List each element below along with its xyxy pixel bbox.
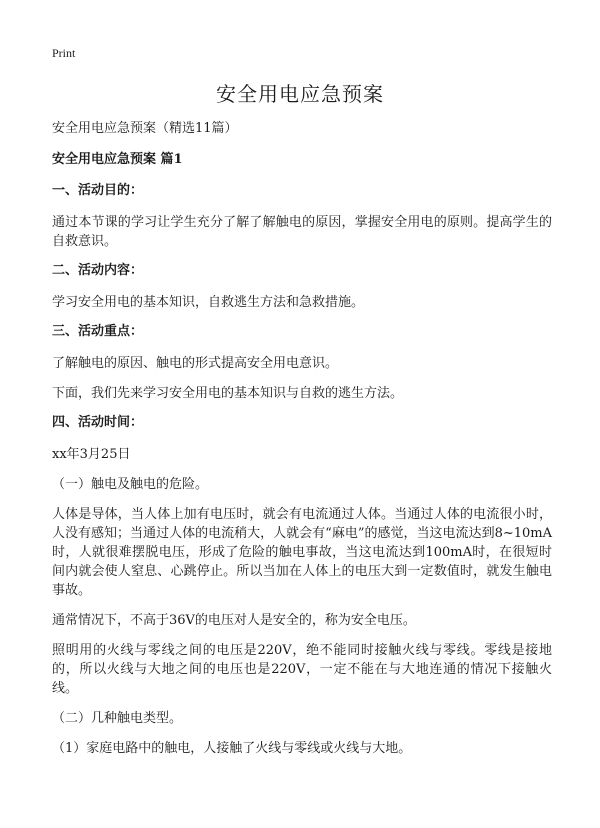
paragraph-purpose: 通过本节课的学习让学生充分了解了解触电的原因，掌握安全用电的原则。提高学生的自救意识。: [52, 215, 552, 249]
heading-time: 四、活动时间：: [52, 415, 144, 430]
heading-focus: 三、活动重点：: [52, 324, 144, 339]
paragraph-home-circuit: （1）家庭电路中的触电，人接触了火线与零线或火线与大地。: [52, 741, 412, 756]
paragraph-date: xx年3月25日: [52, 447, 131, 462]
paragraph-safe-voltage: 通常情况下，不高于36V的电压对人是安全的，称为安全电压。: [52, 613, 416, 628]
paragraph-content: 学习安全用电的基本知识，自救逃生方法和急救措施。: [52, 295, 365, 310]
paragraph-body-conductor: 人体是导体，当人体上加有电压时，就会有电流通过人体。当通过人体的电流很小时，人没有感知；当通过人体的电流稍大，人就会有“麻电”的感觉，当这电流达到8~10mA时，人就很难摆脱电压，形成了危险的触电事故，当这电流达到100mA时，在很短时间内就会使人窒息、心跳停止。所以当加在人体上的电压大到一定数值时，就发生触电事故。: [52, 507, 552, 598]
section-title: 安全用电应急预案 篇1: [52, 152, 183, 167]
paragraph-intro: 下面，我们先来学习安全用电的基本知识与自救的逃生方法。: [52, 386, 404, 401]
heading-content: 二、活动内容：: [52, 263, 144, 278]
paragraph-subsection-1: （一）触电及触电的危险。: [52, 477, 209, 492]
heading-purpose: 一、活动目的：: [52, 183, 144, 198]
print-link[interactable]: Print: [52, 46, 76, 60]
document-body: [52, 120, 552, 769]
document-subtitle: 安全用电应急预案（精选11篇）: [52, 121, 238, 136]
paragraph-subsection-2: （二）几种触电类型。: [52, 711, 183, 726]
paragraph-live-wire: 照明用的火线与零线之间的电压是220V，绝不能同时接触火线与零线。零线是接地的，所以火线与大地之间的电压也是220V，一定不能在与大地连通的情况下接触火线。: [52, 643, 552, 696]
document-title: 安全用电应急预案: [216, 82, 384, 106]
paragraph-focus: 了解触电的原因、触电的形式提高安全用电意识。: [52, 356, 339, 371]
